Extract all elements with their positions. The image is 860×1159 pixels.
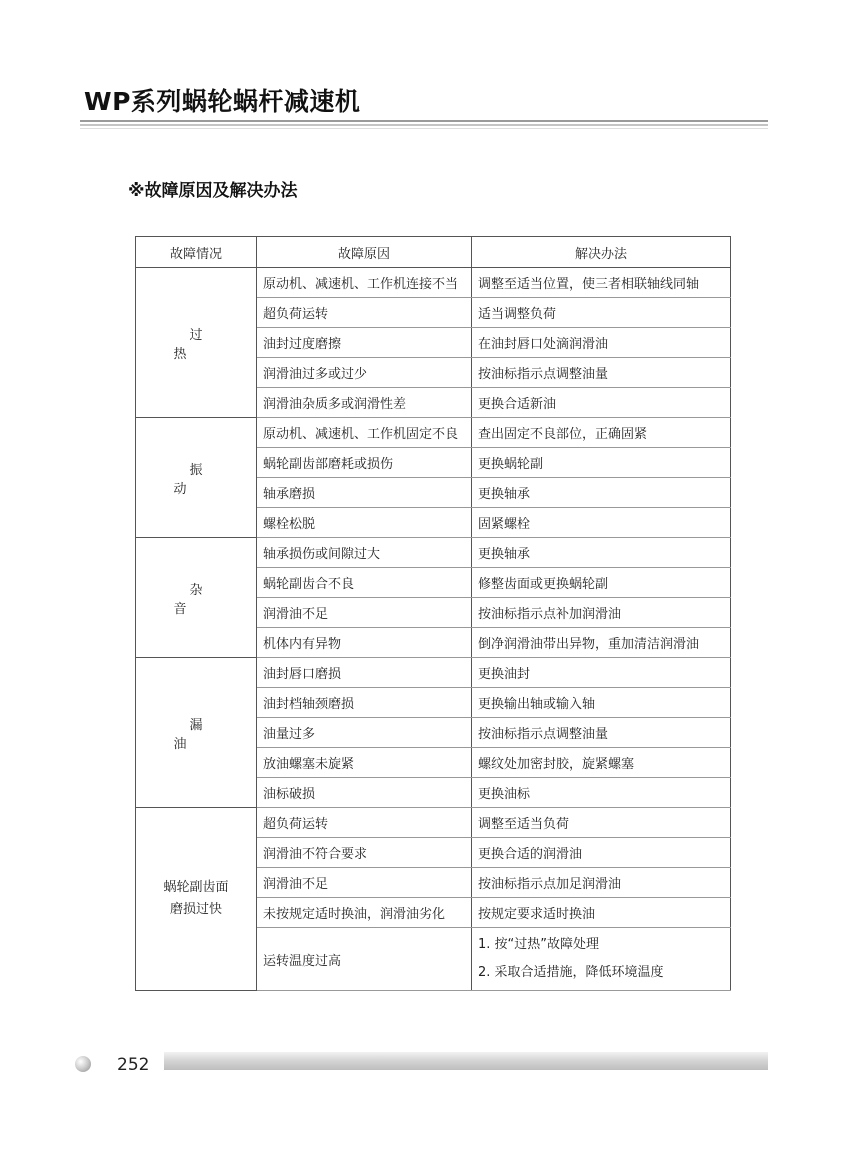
solution-line: 1. 按“过热”故障处理	[478, 937, 600, 952]
solution-cell: 更换油封	[472, 658, 731, 688]
condition-label: 杂音	[173, 582, 235, 617]
document-title: WP系列蜗轮蜗杆减速机	[84, 87, 361, 116]
cause-cell: 油封唇口磨损	[257, 658, 472, 688]
cause-cell: 油量过多	[257, 718, 472, 748]
solution-cell: 更换合适新油	[472, 388, 731, 418]
solution-cell: 按规定要求适时换油	[472, 898, 731, 928]
solution-cell: 按油标指示点加足润滑油	[472, 868, 731, 898]
page-number: 252	[117, 1055, 150, 1075]
cause-cell: 超负荷运转	[257, 298, 472, 328]
condition-label: 过热	[173, 327, 235, 362]
fault-table	[135, 236, 731, 991]
solution-cell	[472, 928, 731, 991]
solution-cell: 更换油标	[472, 778, 731, 808]
solution-cell: 在油封唇口处滴润滑油	[472, 328, 731, 358]
solution-cell: 按油标指示点调整油量	[472, 718, 731, 748]
cause-cell: 机体内有异物	[257, 628, 472, 658]
solution-cell: 调整至适当负荷	[472, 808, 731, 838]
solution-cell: 调整至适当位置，使三者相联轴线同轴	[472, 268, 731, 298]
solution-cell: 查出固定不良部位，正确固紧	[472, 418, 731, 448]
footer-bar	[164, 1052, 768, 1070]
header-cause: 故障原因	[257, 237, 472, 268]
condition-cell	[136, 268, 257, 418]
cause-cell: 润滑油不足	[257, 598, 472, 628]
cause-cell: 未按规定适时换油，润滑油劣化	[257, 898, 472, 928]
condition-label: 漏油	[173, 717, 235, 752]
solution-cell: 螺纹处加密封胶，旋紧螺塞	[472, 748, 731, 778]
header-rule	[80, 120, 768, 122]
cause-cell: 蜗轮副齿合不良	[257, 568, 472, 598]
condition-label: 蜗轮副齿面	[163, 880, 229, 895]
cause-cell: 润滑油杂质多或润滑性差	[257, 388, 472, 418]
solution-cell: 更换蜗轮副	[472, 448, 731, 478]
header-solution: 解决办法	[472, 237, 731, 268]
solution-cell: 倒净润滑油带出异物，重加清洁润滑油	[472, 628, 731, 658]
table-row	[136, 538, 731, 568]
condition-cell	[136, 538, 257, 658]
solution-cell: 适当调整负荷	[472, 298, 731, 328]
cause-cell: 放油螺塞未旋紧	[257, 748, 472, 778]
cause-cell: 轴承损伤或间隙过大	[257, 538, 472, 568]
solution-line: 2. 采取合适措施，降低环境温度	[478, 965, 664, 980]
table-row	[136, 418, 731, 448]
section-title: ※故障原因及解决办法	[128, 181, 298, 201]
cause-cell: 润滑油不足	[257, 868, 472, 898]
table-row	[136, 268, 731, 298]
cause-cell: 螺栓松脱	[257, 508, 472, 538]
table-row	[136, 658, 731, 688]
condition-label: 磨损过快	[169, 902, 222, 917]
solution-cell: 按油标指示点调整油量	[472, 358, 731, 388]
solution-cell: 更换轴承	[472, 538, 731, 568]
cause-cell: 润滑油不符合要求	[257, 838, 472, 868]
cause-cell: 运转温度过高	[257, 928, 472, 991]
condition-label: 振动	[173, 462, 235, 497]
header-condition: 故障情况	[136, 237, 257, 268]
cause-cell: 油标破损	[257, 778, 472, 808]
solution-cell: 更换输出轴或输入轴	[472, 688, 731, 718]
cause-cell: 蜗轮副齿部磨耗或损伤	[257, 448, 472, 478]
solution-cell: 修整齿面或更换蜗轮副	[472, 568, 731, 598]
cause-cell: 轴承磨损	[257, 478, 472, 508]
solution-cell: 更换轴承	[472, 478, 731, 508]
cause-cell: 油封过度磨擦	[257, 328, 472, 358]
solution-cell: 按油标指示点补加润滑油	[472, 598, 731, 628]
cause-cell: 原动机、减速机、工作机连接不当	[257, 268, 472, 298]
page-marker-icon	[75, 1056, 91, 1072]
table-header-row	[136, 237, 731, 268]
cause-cell: 超负荷运转	[257, 808, 472, 838]
cause-cell: 油封档轴颈磨损	[257, 688, 472, 718]
cause-cell: 原动机、减速机、工作机固定不良	[257, 418, 472, 448]
solution-cell: 更换合适的润滑油	[472, 838, 731, 868]
cause-cell: 润滑油过多或过少	[257, 358, 472, 388]
condition-cell	[136, 658, 257, 808]
table-row	[136, 808, 731, 838]
header-rule	[80, 128, 768, 129]
condition-cell	[136, 808, 257, 991]
header-rule	[80, 124, 768, 126]
condition-cell	[136, 418, 257, 538]
solution-cell: 固紧螺栓	[472, 508, 731, 538]
